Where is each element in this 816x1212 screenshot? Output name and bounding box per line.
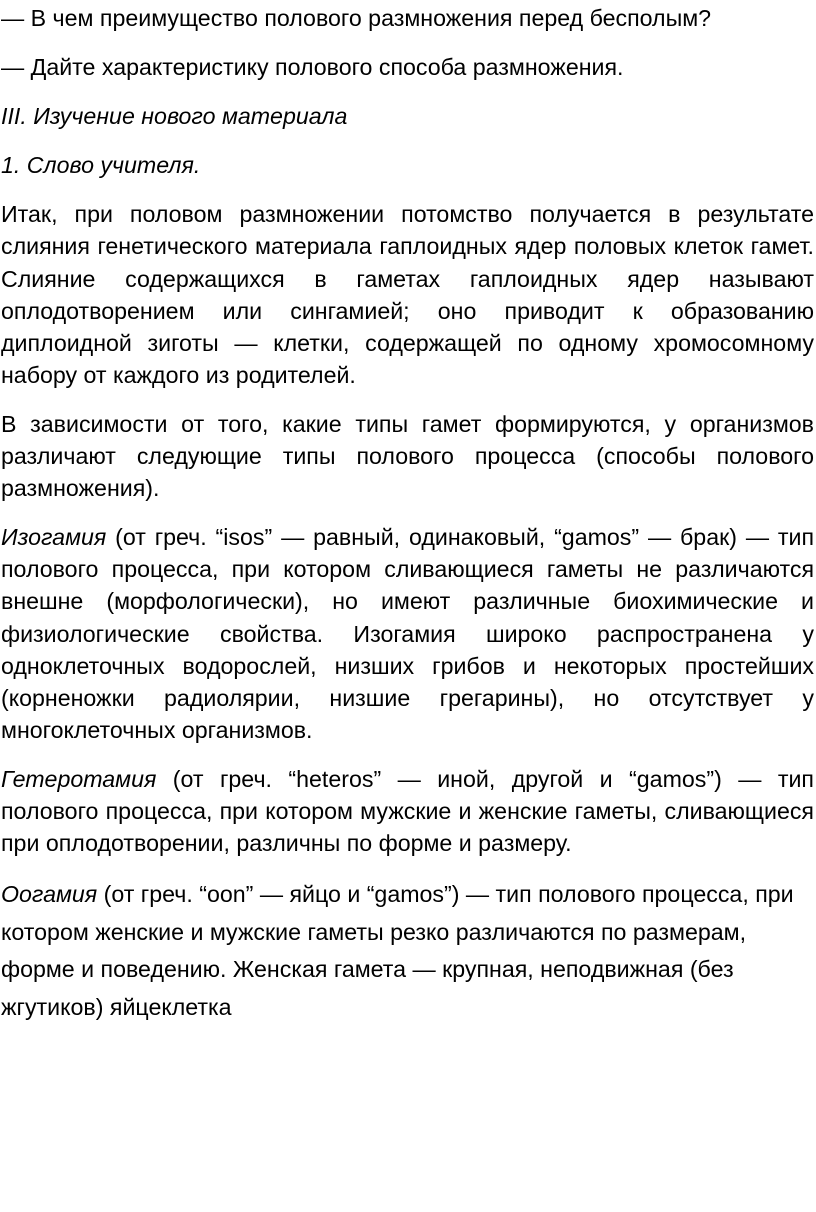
- paragraph-process-types: В зависимости от того, какие типы гамет формируются, у организмов различают следующие типы полового процесса (способы полового размножения).: [1, 410, 814, 502]
- term-oogamy: Оогамия: [1, 881, 98, 908]
- paragraph-heterogamy: [1, 763, 814, 859]
- paragraph-isogamy: [1, 521, 814, 746]
- term-isogamy: Изогамия: [1, 524, 107, 551]
- question-characteristics: — Дайте характеристику полового способа размножения.: [1, 54, 624, 81]
- isogamy-definition: (от греч. “isos” — равный, одинаковый, “gamos” — брак) — тип полового процесса, при котором сливающиеся гаметы не различаются внешне (морфологически), но имеют различные биохимические и физиологические свойства. Изогамия широко распространена у одноклеточных водорослей, низших грибов и некоторых простейших (корненожки радиолярии, низшие грегарины), но отсутствует у многоклеточных организмов.: [1, 524, 814, 743]
- heterogamy-definition: (от греч. “heteros” — иной, другой и “gamos”) — тип полового процесса, при котором мужские и женские гаметы, сливающиеся при оплодотворении, различны по форме и размеру.: [1, 765, 814, 857]
- paragraph-oogamy: [1, 876, 814, 1026]
- question-advantage: — В чем преимущество полового размножения перед бесполым?: [1, 5, 712, 31]
- section-heading: III. Изучение нового материала: [1, 103, 348, 130]
- subsection-heading: 1. Слово учителя.: [1, 152, 201, 179]
- oogamy-definition: (от греч. “oon” — яйцо и “gamos”) — тип полового процесса, при котором женские и мужские гаметы резко различаются по размерам, форме и поведению. Женская гамета — крупная, неподвижная (без жгутиков) яйцеклетка: [1, 881, 794, 1020]
- term-heterogamy: Гетеротамия: [1, 765, 157, 792]
- paragraph-fertilization: Итак, при половом размножении потомство получается в результате слияния генетического материала гаплоидных ядер половых клеток гамет. Слияние содержащихся в гаметах гаплоидных ядер называют оплодотворением или сингамией; оно приводит к образованию диплоидной зиготы — клетки, содержащей по одному хромосомному набору от каждого из родителей.: [1, 201, 814, 388]
